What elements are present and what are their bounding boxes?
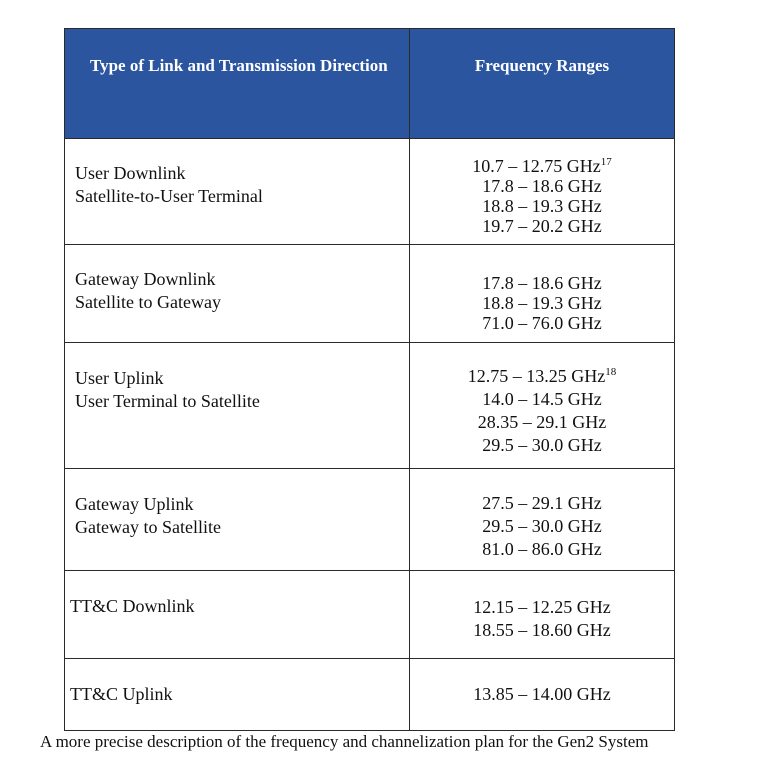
- table-row: [65, 469, 675, 571]
- link-cell: [65, 139, 410, 245]
- link-name: User Downlink: [75, 163, 186, 183]
- link-cell: [65, 659, 410, 731]
- frequency-range: 17.8 – 18.6 GHz: [482, 176, 602, 196]
- frequency-range: 71.0 – 76.0 GHz: [482, 313, 602, 333]
- frequency-range: 14.0 – 14.5 GHz: [482, 389, 602, 409]
- frequency-range: 12.15 – 12.25 GHz: [473, 597, 611, 617]
- header-frequency: Frequency Ranges: [410, 29, 675, 139]
- table-row: [65, 659, 675, 731]
- frequency-range: 18.8 – 19.3 GHz: [482, 293, 602, 313]
- link-cell: [65, 571, 410, 659]
- header-link-type: Type of Link and Transmission Direction: [65, 29, 410, 139]
- link-name: TT&C Uplink: [70, 684, 173, 704]
- link-direction: User Terminal to Satellite: [75, 391, 260, 411]
- range-cell: [410, 469, 675, 571]
- range-cell: [410, 343, 675, 469]
- range-cell: [410, 571, 675, 659]
- frequency-range: 19.7 – 20.2 GHz: [482, 216, 602, 236]
- frequency-range: 13.85 – 14.00 GHz: [473, 684, 611, 704]
- frequency-range: 12.75 – 13.25 GHz$^{18}$: [467, 366, 617, 386]
- frequency-range: 28.35 – 29.1 GHz: [477, 412, 607, 432]
- caption-text: A more precise description of the frequency and channelization plan for the Gen2 System: [40, 732, 649, 751]
- frequency-range: 18.55 – 18.60 GHz: [473, 620, 611, 640]
- footnote-marker: 17: [600, 156, 612, 168]
- link-direction: Satellite-to-User Terminal: [75, 186, 263, 206]
- link-name: Gateway Downlink: [75, 269, 216, 289]
- frequency-range: 81.0 – 86.0 GHz: [482, 539, 602, 559]
- frequency-range: 29.5 – 30.0 GHz: [482, 435, 602, 455]
- link-cell: [65, 343, 410, 469]
- range-cell: [410, 139, 675, 245]
- table-row: [65, 343, 675, 469]
- link-name: Gateway Uplink: [75, 494, 194, 514]
- link-name: User Uplink: [75, 368, 164, 388]
- link-cell: [65, 245, 410, 343]
- link-direction: Satellite to Gateway: [75, 292, 221, 312]
- link-name: TT&C Downlink: [70, 596, 195, 616]
- frequency-range: 18.8 – 19.3 GHz: [482, 196, 602, 216]
- table-row: [65, 245, 675, 343]
- footnote-marker: 18: [605, 366, 617, 378]
- link-direction: Gateway to Satellite: [75, 517, 221, 537]
- link-cell: [65, 469, 410, 571]
- table-row: [65, 139, 675, 245]
- frequency-range: 10.7 – 12.75 GHz$^{17}$: [472, 156, 612, 176]
- frequency-range: 17.8 – 18.6 GHz: [482, 273, 602, 293]
- table-row: [65, 571, 675, 659]
- frequency-range: 27.5 – 29.1 GHz: [482, 493, 602, 513]
- header-row: [65, 29, 675, 139]
- frequency-range: 29.5 – 30.0 GHz: [482, 516, 602, 536]
- frequency-table: [64, 28, 675, 731]
- range-cell: [410, 245, 675, 343]
- range-cell: [410, 659, 675, 731]
